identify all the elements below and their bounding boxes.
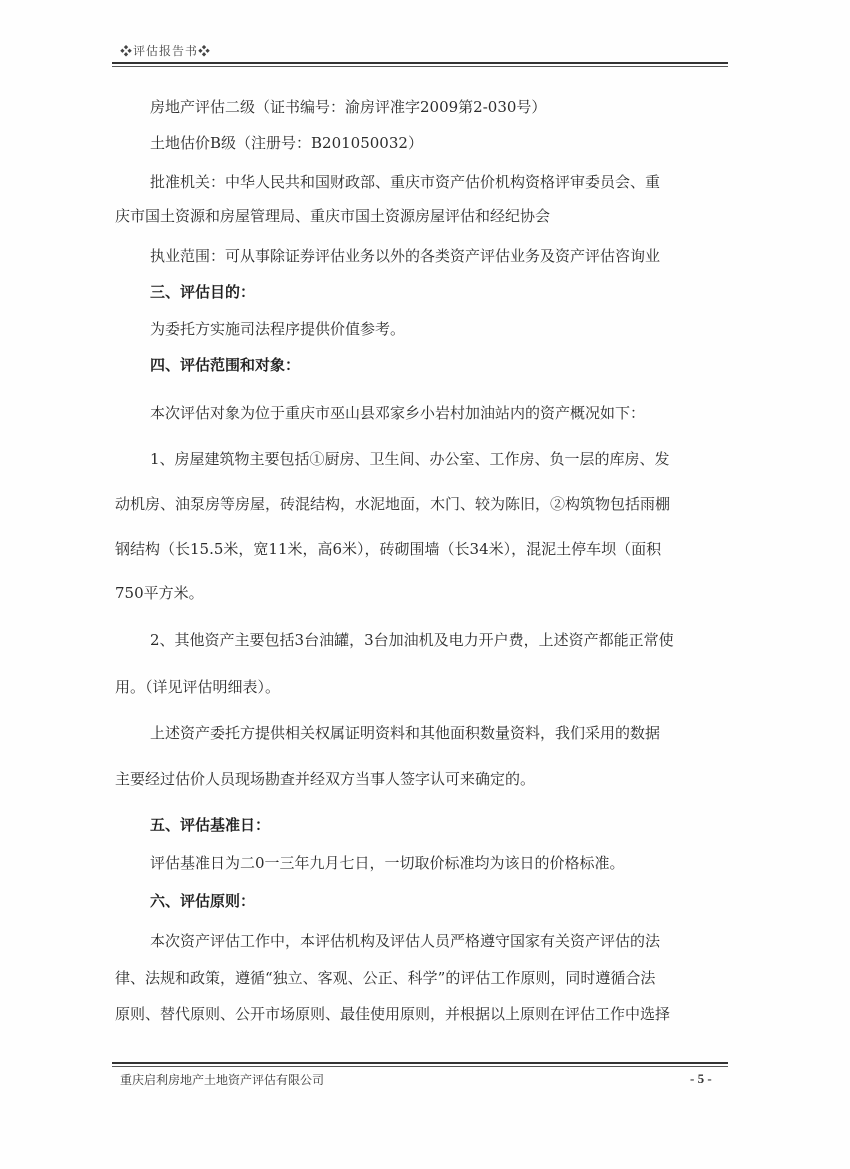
header-rule [112, 62, 728, 64]
paragraph-line: 2、其他资产主要包括3台油罐，3台加油机及电力开户费，上述资产都能正常使 [150, 631, 674, 649]
paragraph-line: 原则、替代原则、公开市场原则、最佳使用原则，并根据以上原则在评估工作中选择 [115, 1005, 671, 1023]
paragraph-line: 钢结构（长15.5米，宽11米，高6米），砖砌围墙（长34米），混泥土停车坝（面积 [115, 540, 662, 558]
paragraph-line: 750平方米。 [115, 584, 204, 602]
paragraph-line: 律、法规和政策，遵循“独立、客观、公正、科学”的评估工作原则，同时遵循合法 [115, 969, 656, 987]
footer-rule [112, 1062, 728, 1064]
paragraph-line: 上述资产委托方提供相关权属证明资料和其他面积数量资料，我们采用的数据 [150, 724, 661, 742]
paragraph-line: 用。（详见评估明细表）。 [115, 678, 281, 696]
header-label: ❖评估报告书❖ [120, 44, 212, 58]
paragraph-line: 评估基准日为二0一三年九月七日，一切取价标准均为该日的价格标准。 [150, 854, 625, 872]
page-number: - 5 - [690, 1071, 712, 1086]
paragraph-line: 主要经过估价人员现场勘查并经双方当事人签字认可来确定的。 [115, 770, 536, 788]
paragraph-line: 房地产评估二级（证书编号：渝房评准字2009第2-030号） [150, 98, 547, 116]
footer-company-name: 重庆启利房地产土地资产评估有限公司 [120, 1073, 325, 1087]
paragraph-line: 本次资产评估工作中，本评估机构及评估人员严格遵守国家有关资产评估的法 [150, 932, 661, 950]
section-heading: 四、评估范围和对象： [150, 356, 301, 374]
paragraph-line: 执业范围：可从事除证券评估业务以外的各类资产评估业务及资产评估咨询业 [150, 247, 661, 265]
section-heading: 六、评估原则： [150, 892, 256, 910]
paragraph-line: 为委托方实施司法程序提供价值参考。 [150, 320, 406, 338]
section-heading: 五、评估基准日： [150, 816, 271, 834]
paragraph-line: 土地估价B级（注册号：B201050032） [150, 134, 423, 152]
header-rule-thin [112, 66, 728, 67]
paragraph-line: 动机房、油泵房等房屋，砖混结构，水泥地面，木门、较为陈旧，②构筑物包括雨棚 [115, 495, 671, 513]
footer-rule-thin [112, 1066, 728, 1067]
section-heading: 三、评估目的： [150, 283, 256, 301]
paragraph-line: 庆市国土资源和房屋管理局、重庆市国土资源房屋评估和经纪协会 [115, 207, 551, 225]
paragraph-line: 1、房屋建筑物主要包括①厨房、卫生间、办公室、工作房、负一层的库房、发 [150, 450, 670, 468]
paragraph-line: 本次评估对象为位于重庆市巫山县邓家乡小岩村加油站内的资产概况如下： [150, 404, 646, 422]
paragraph-line: 批准机关：中华人民共和国财政部、重庆市资产估价机构资格评审委员会、重 [150, 173, 661, 191]
